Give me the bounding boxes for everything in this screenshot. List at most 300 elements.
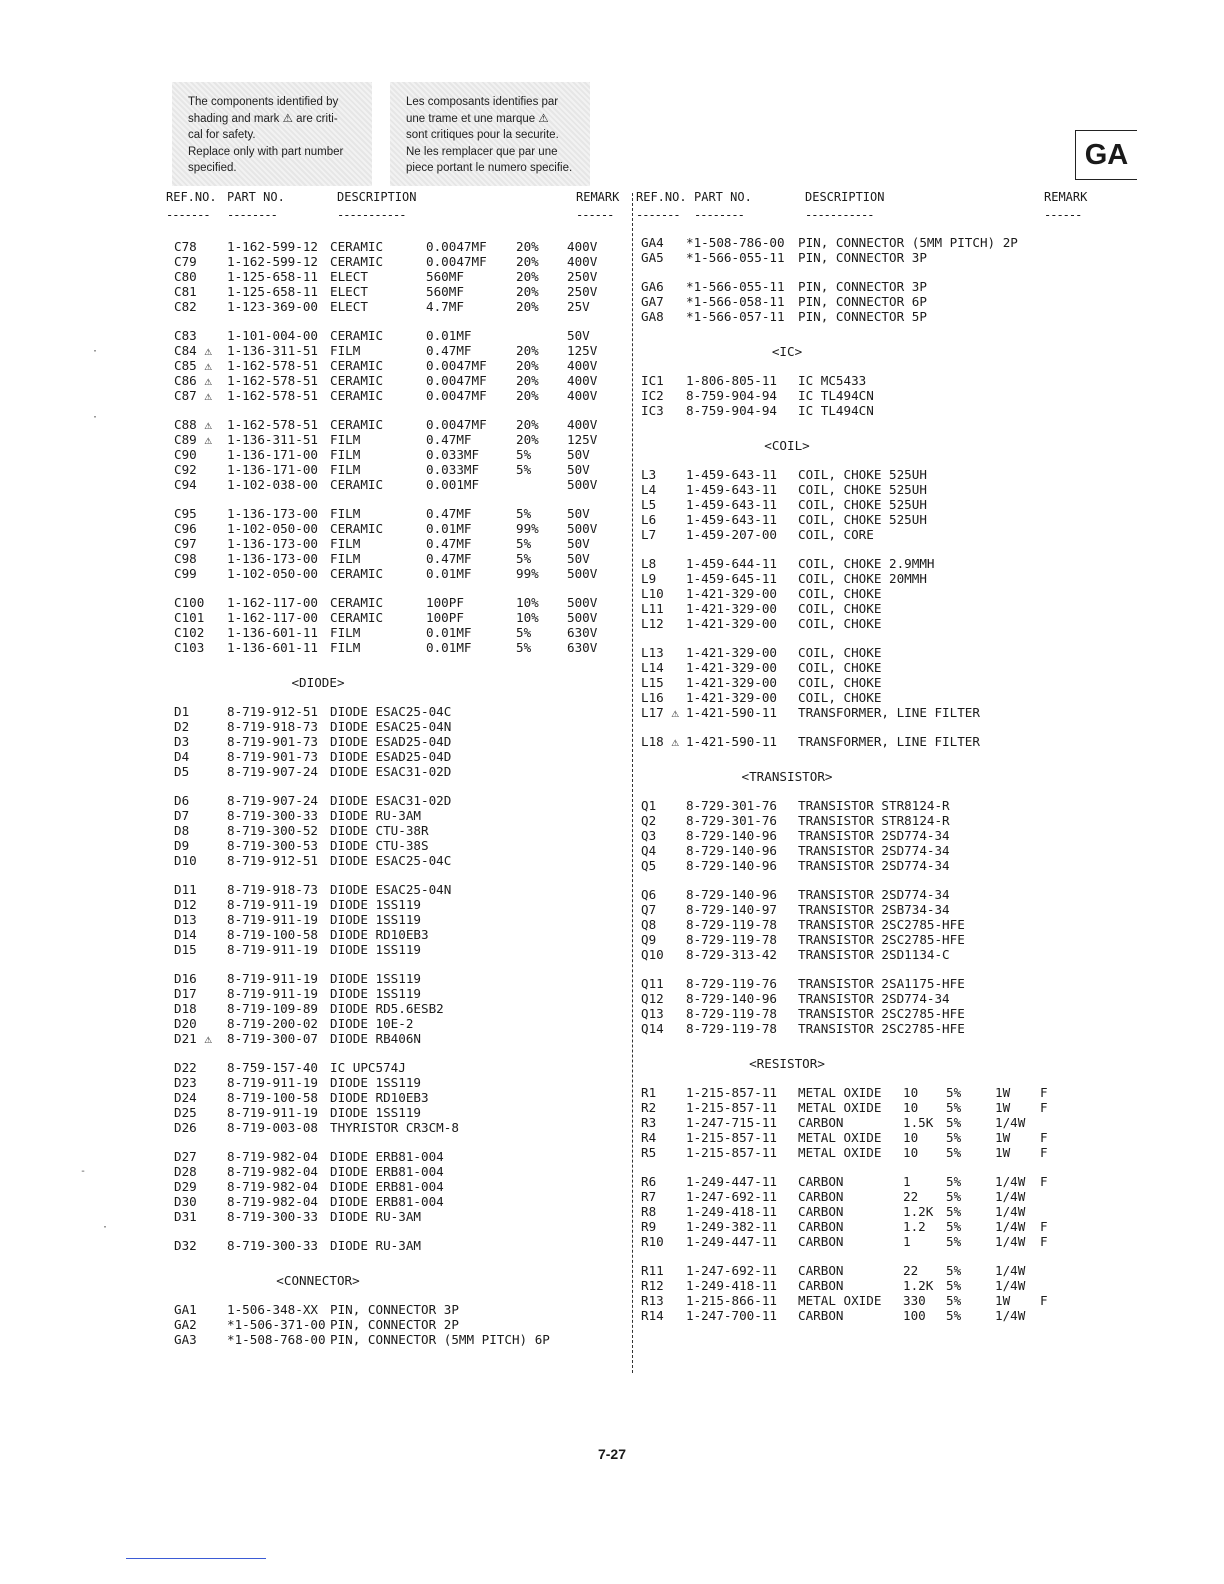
part-no: 1-101-004-00: [227, 328, 318, 343]
value: 330: [903, 1293, 926, 1308]
value: 560MF: [426, 269, 464, 284]
part-no: *1-506-371-00: [227, 1317, 326, 1332]
ref-no: D23: [174, 1075, 197, 1090]
rating: 1W: [995, 1145, 1011, 1160]
part-row: [0, 388, 1224, 403]
rating: 25V: [567, 299, 590, 314]
part-no: 1-102-038-00: [227, 477, 318, 492]
part-no: 8-759-904-94: [686, 388, 777, 403]
part-no: 1-136-601-11: [227, 640, 318, 655]
value: 0.01MF: [426, 625, 472, 640]
description: METAL OXIDE: [798, 1145, 882, 1160]
part-no: 1-806-805-11: [686, 373, 777, 388]
rating: 250V: [567, 284, 598, 299]
value: 10: [903, 1100, 919, 1115]
description: DIODE ESAC25-04C: [330, 704, 452, 719]
rating: 50V: [567, 551, 590, 566]
description: DIODE RD10EB3: [330, 1090, 429, 1105]
margin-mark: -: [80, 1166, 87, 1177]
value: 100PF: [426, 610, 464, 625]
value: 1.2K: [903, 1278, 934, 1293]
part-no: 1-421-329-00: [686, 690, 777, 705]
part-no: 8-729-140-96: [686, 991, 777, 1006]
tolerance: 20%: [516, 269, 539, 284]
description: TRANSFORMER, LINE FILTER: [798, 734, 980, 749]
description: CERAMIC: [330, 595, 384, 610]
part-row: [0, 373, 1224, 388]
description: CARBON: [798, 1174, 844, 1189]
description: CERAMIC: [330, 358, 384, 373]
part-no: 8-729-140-96: [686, 843, 777, 858]
ref-no: C90: [174, 447, 197, 462]
part-no: 1-102-050-00: [227, 566, 318, 581]
header-underline: -----------: [337, 208, 406, 222]
section-tab: GA: [1075, 130, 1137, 180]
description: CARBON: [798, 1234, 844, 1249]
rating: 250V: [567, 269, 598, 284]
description: FILM: [330, 462, 361, 477]
ref-no: D6: [174, 793, 190, 808]
tolerance: 20%: [516, 432, 539, 447]
ref-no: C95: [174, 506, 197, 521]
part-no: 8-719-901-73: [227, 749, 318, 764]
ref-no: D20: [174, 1016, 197, 1031]
value: 100PF: [426, 595, 464, 610]
description: FILM: [330, 551, 361, 566]
part-row: [0, 482, 1224, 497]
part-no: 1-421-329-00: [686, 675, 777, 690]
section-heading: <IC>: [771, 344, 803, 359]
ref-no: C85 ⚠: [174, 358, 212, 373]
part-row: [0, 976, 1224, 991]
part-no: 8-719-911-19: [227, 942, 318, 957]
margin-mark: ·: [102, 1222, 109, 1233]
part-no: 8-719-912-51: [227, 853, 318, 868]
tolerance: 5%: [946, 1100, 962, 1115]
ref-no: IC3: [641, 403, 664, 418]
part-row: [0, 309, 1224, 324]
tolerance: 20%: [516, 373, 539, 388]
ref-no: L4: [641, 482, 657, 497]
part-row: [0, 250, 1224, 265]
ref-no: D28: [174, 1164, 197, 1179]
part-row: [0, 235, 1224, 250]
part-row: [0, 1263, 1224, 1278]
tolerance: 5%: [946, 1293, 962, 1308]
part-row: [0, 586, 1224, 601]
part-no: 8-719-911-19: [227, 912, 318, 927]
tolerance: 99%: [516, 521, 539, 536]
part-no: 8-719-100-58: [227, 1090, 318, 1105]
part-row: [0, 571, 1224, 586]
value: 1.5K: [903, 1115, 934, 1130]
description: CERAMIC: [330, 566, 384, 581]
part-row: [0, 294, 1224, 309]
part-no: *1-508-768-00: [227, 1332, 326, 1347]
remark: F: [1040, 1219, 1048, 1234]
part-no: 8-719-982-04: [227, 1179, 318, 1194]
part-no: 1-249-418-11: [686, 1278, 777, 1293]
rating: 1W: [995, 1100, 1011, 1115]
notice-fr-line: une trame et une marque ⚠: [406, 112, 549, 125]
description: COIL, CHOKE: [798, 690, 882, 705]
ref-no: D14: [174, 927, 197, 942]
ref-no: R5: [641, 1145, 657, 1160]
notice-fr-line: Les composants identifies par: [406, 96, 559, 108]
ref-no: C102: [174, 625, 205, 640]
part-no: 8-719-907-24: [227, 793, 318, 808]
value: 0.0047MF: [426, 417, 487, 432]
part-no: 1-459-645-11: [686, 571, 777, 586]
value: 0.0047MF: [426, 373, 487, 388]
part-no: 1-247-700-11: [686, 1308, 777, 1323]
description: FILM: [330, 343, 361, 358]
part-no: 1-421-329-00: [686, 586, 777, 601]
description: DIODE 1SS119: [330, 912, 421, 927]
tolerance: 5%: [946, 1189, 962, 1204]
rating: 630V: [567, 640, 598, 655]
value: 0.47MF: [426, 432, 472, 447]
part-row: [0, 932, 1224, 947]
description: TRANSISTOR STR8124-R: [798, 813, 950, 828]
description: CERAMIC: [330, 328, 384, 343]
part-no: 8-759-904-94: [686, 403, 777, 418]
description: DIODE ESAC31-02D: [330, 793, 452, 808]
description: CARBON: [798, 1219, 844, 1234]
ref-no: D26: [174, 1120, 197, 1135]
part-row: [0, 1332, 1224, 1347]
part-no: 1-136-173-00: [227, 536, 318, 551]
rating: 500V: [567, 566, 598, 581]
remark: F: [1040, 1234, 1048, 1249]
description: COIL, CHOKE: [798, 616, 882, 631]
part-no: 1-125-658-11: [227, 284, 318, 299]
ref-no: C87 ⚠: [174, 388, 212, 403]
ref-no: D25: [174, 1105, 197, 1120]
tolerance: 20%: [516, 299, 539, 314]
value: 0.0047MF: [426, 254, 487, 269]
part-no: 8-719-300-07: [227, 1031, 318, 1046]
description: DIODE 1SS119: [330, 971, 421, 986]
value: 0.033MF: [426, 447, 480, 462]
value: 10: [903, 1085, 919, 1100]
ref-no: Q2: [641, 813, 657, 828]
value: 1.2K: [903, 1204, 934, 1219]
remark: F: [1040, 1293, 1048, 1308]
description: DIODE 10E-2: [330, 1016, 414, 1031]
part-no: 1-136-601-11: [227, 625, 318, 640]
description: ELECT: [330, 299, 368, 314]
notice-en-line: specified.: [188, 162, 237, 174]
value: 22: [903, 1263, 919, 1278]
description: TRANSISTOR 2SC2785-HFE: [798, 932, 965, 947]
ref-no: C97: [174, 536, 197, 551]
ref-no: C81: [174, 284, 197, 299]
description: DIODE 1SS119: [330, 1075, 421, 1090]
tolerance: 5%: [516, 536, 532, 551]
part-no: 1-249-382-11: [686, 1219, 777, 1234]
ref-no: C79: [174, 254, 197, 269]
part-no: 1-162-117-00: [227, 610, 318, 625]
part-row: [0, 1189, 1224, 1204]
part-row: [0, 1060, 1224, 1075]
part-row: [0, 645, 1224, 660]
ref-no: L9: [641, 571, 657, 586]
part-no: 8-729-140-96: [686, 828, 777, 843]
rating: 1W: [995, 1293, 1011, 1308]
ref-no: C92: [174, 462, 197, 477]
part-no: 1-459-644-11: [686, 556, 777, 571]
ref-no: L13: [641, 645, 664, 660]
description: COIL, CORE: [798, 527, 874, 542]
tolerance: 5%: [946, 1085, 962, 1100]
tolerance: 5%: [516, 506, 532, 521]
part-no: *1-566-058-11: [686, 294, 785, 309]
part-no: 1-421-590-11: [686, 705, 777, 720]
tolerance: 20%: [516, 417, 539, 432]
part-row: [0, 556, 1224, 571]
part-row: [0, 902, 1224, 917]
ref-no: D24: [174, 1090, 197, 1105]
tolerance: 5%: [946, 1219, 962, 1234]
value: 0.0047MF: [426, 388, 487, 403]
ref-no: D13: [174, 912, 197, 927]
part-no: 1-459-207-00: [686, 527, 777, 542]
description: DIODE RB406N: [330, 1031, 421, 1046]
part-no: 1-421-329-00: [686, 645, 777, 660]
part-row: [0, 447, 1224, 462]
ref-no: L3: [641, 467, 657, 482]
part-no: 1-506-348-XX: [227, 1302, 318, 1317]
part-no: 8-729-119-78: [686, 1006, 777, 1021]
ref-no: D4: [174, 749, 190, 764]
ref-no: D8: [174, 823, 190, 838]
part-no: 8-719-911-19: [227, 986, 318, 1001]
description: DIODE CTU-38R: [330, 823, 429, 838]
ref-no: R14: [641, 1308, 664, 1323]
ref-no: C100: [174, 595, 205, 610]
tolerance: 5%: [946, 1308, 962, 1323]
part-no: *1-566-055-11: [686, 250, 785, 265]
part-no: 8-719-003-08: [227, 1120, 318, 1135]
ref-no: C88 ⚠: [174, 417, 212, 432]
section-heading: <DIODE>: [291, 675, 345, 690]
tolerance: 20%: [516, 239, 539, 254]
value: 0.0047MF: [426, 358, 487, 373]
part-row: [0, 858, 1224, 873]
value: 0.0047MF: [426, 239, 487, 254]
part-no: 1-136-171-00: [227, 447, 318, 462]
tolerance: 5%: [946, 1263, 962, 1278]
part-no: 8-729-301-76: [686, 798, 777, 813]
description: CERAMIC: [330, 388, 384, 403]
part-no: 8-719-907-24: [227, 764, 318, 779]
rating: 400V: [567, 373, 598, 388]
remark: F: [1040, 1174, 1048, 1189]
description: CARBON: [798, 1189, 844, 1204]
part-row: [0, 843, 1224, 858]
part-no: 1-162-578-51: [227, 388, 318, 403]
part-no: 1-247-692-11: [686, 1263, 777, 1278]
notice-fr-line: piece portant le numero specifie.: [406, 162, 573, 174]
description: CERAMIC: [330, 417, 384, 432]
ref-no: Q9: [641, 932, 657, 947]
part-no: 1-421-590-11: [686, 734, 777, 749]
part-no: 1-136-171-00: [227, 462, 318, 477]
ref-no: L14: [641, 660, 664, 675]
description: PIN, CONNECTOR 3P: [330, 1302, 459, 1317]
part-row: [0, 764, 1224, 779]
ref-no: GA1: [174, 1302, 197, 1317]
rating: 500V: [567, 595, 598, 610]
ref-no: D15: [174, 942, 197, 957]
description: CARBON: [798, 1115, 844, 1130]
tolerance: 20%: [516, 343, 539, 358]
part-no: 1-162-599-12: [227, 239, 318, 254]
ref-no: D29: [174, 1179, 197, 1194]
part-row: [0, 328, 1224, 343]
footer-rule: [126, 1558, 266, 1559]
description: COIL, CHOKE: [798, 645, 882, 660]
part-no: 8-729-313-42: [686, 947, 777, 962]
ref-no: IC2: [641, 388, 664, 403]
part-row: [0, 417, 1224, 432]
ref-no: R8: [641, 1204, 657, 1219]
ref-no: D7: [174, 808, 190, 823]
ref-no: D17: [174, 986, 197, 1001]
part-no: 8-719-911-19: [227, 971, 318, 986]
value: 0.47MF: [426, 551, 472, 566]
tolerance: 20%: [516, 254, 539, 269]
ref-no: L16: [641, 690, 664, 705]
margin-mark: ·: [92, 412, 99, 423]
ref-no: C78: [174, 239, 197, 254]
value: 0.01MF: [426, 640, 472, 655]
description: ELECT: [330, 269, 368, 284]
header-remark-left: REMARK: [576, 190, 620, 204]
description: FILM: [330, 447, 361, 462]
description: TRANSISTOR 2SB734-34: [798, 902, 950, 917]
part-no: 8-719-982-04: [227, 1164, 318, 1179]
part-row: [0, 1174, 1224, 1189]
notice-fr-line: sont critiques pour la securite.: [406, 129, 559, 141]
description: ELECT: [330, 284, 368, 299]
value: 0.01MF: [426, 521, 472, 536]
rating: 1/4W: [995, 1219, 1026, 1234]
rating: 500V: [567, 477, 598, 492]
ref-no: Q5: [641, 858, 657, 873]
safety-notice-english: [172, 82, 372, 186]
part-no: 8-719-918-73: [227, 882, 318, 897]
part-row: [0, 1308, 1224, 1323]
part-no: 1-162-578-51: [227, 358, 318, 373]
rating: 400V: [567, 417, 598, 432]
part-no: 1-421-329-00: [686, 601, 777, 616]
description: PIN, CONNECTOR 3P: [798, 250, 927, 265]
description: METAL OXIDE: [798, 1085, 882, 1100]
margin-mark: ·: [92, 346, 99, 357]
header-ref-left: REF.NO.: [166, 190, 217, 204]
description: COIL, CHOKE: [798, 586, 882, 601]
part-no: 1-136-173-00: [227, 551, 318, 566]
ref-no: C83: [174, 328, 197, 343]
description: TRANSISTOR 2SD774-34: [798, 991, 950, 1006]
tolerance: 10%: [516, 610, 539, 625]
part-row: [0, 947, 1224, 962]
tolerance: 5%: [946, 1234, 962, 1249]
part-row: [0, 1100, 1224, 1115]
description: COIL, CHOKE 20MMH: [798, 571, 927, 586]
ref-no: Q14: [641, 1021, 664, 1036]
value: 560MF: [426, 284, 464, 299]
rating: 1/4W: [995, 1308, 1026, 1323]
description: METAL OXIDE: [798, 1130, 882, 1145]
description: PIN, CONNECTOR 5P: [798, 309, 927, 324]
rating: 50V: [567, 328, 590, 343]
value: 1: [903, 1174, 911, 1189]
section-heading: <COIL>: [764, 438, 810, 453]
ref-no: Q12: [641, 991, 664, 1006]
part-row: [0, 616, 1224, 631]
part-row: [0, 887, 1224, 902]
ref-no: L12: [641, 616, 664, 631]
ref-no: C103: [174, 640, 205, 655]
part-no: 8-719-982-04: [227, 1149, 318, 1164]
part-row: [0, 358, 1224, 373]
part-row: [0, 527, 1224, 542]
part-no: 8-719-912-51: [227, 704, 318, 719]
ref-no: D22: [174, 1060, 197, 1075]
description: TRANSISTOR 2SD774-34: [798, 828, 950, 843]
part-row: [0, 279, 1224, 294]
ref-no: C82: [174, 299, 197, 314]
description: CARBON: [798, 1263, 844, 1278]
part-no: 1-215-857-11: [686, 1100, 777, 1115]
description: CERAMIC: [330, 239, 384, 254]
ref-no: R6: [641, 1174, 657, 1189]
header-desc-left: DESCRIPTION: [337, 190, 417, 204]
part-row: [0, 705, 1224, 720]
description: TRANSFORMER, LINE FILTER: [798, 705, 980, 720]
part-row: [0, 1085, 1224, 1100]
part-row: [0, 719, 1224, 734]
header-underline: -----------: [805, 208, 874, 222]
value: 1: [903, 1234, 911, 1249]
part-row: [0, 828, 1224, 843]
rating: 50V: [567, 506, 590, 521]
tolerance: 5%: [946, 1278, 962, 1293]
ref-no: R1: [641, 1085, 657, 1100]
section-heading: <CONNECTOR>: [276, 1273, 360, 1288]
ref-no: D5: [174, 764, 190, 779]
ref-no: C80: [174, 269, 197, 284]
part-no: 1-136-311-51: [227, 343, 318, 358]
ref-no: R13: [641, 1293, 664, 1308]
part-row: [0, 432, 1224, 447]
part-row: [0, 1204, 1224, 1219]
description: IC TL494CN: [798, 403, 874, 418]
ref-no: L11: [641, 601, 664, 616]
description: TRANSISTOR 2SC2785-HFE: [798, 917, 965, 932]
value: 0.47MF: [426, 536, 472, 551]
part-no: 8-719-200-02: [227, 1016, 318, 1031]
part-no: 8-729-140-96: [686, 858, 777, 873]
part-no: 8-719-901-73: [227, 734, 318, 749]
part-no: 1-136-173-00: [227, 506, 318, 521]
part-no: 1-459-643-11: [686, 512, 777, 527]
part-no: 8-719-300-53: [227, 838, 318, 853]
tolerance: 5%: [946, 1115, 962, 1130]
